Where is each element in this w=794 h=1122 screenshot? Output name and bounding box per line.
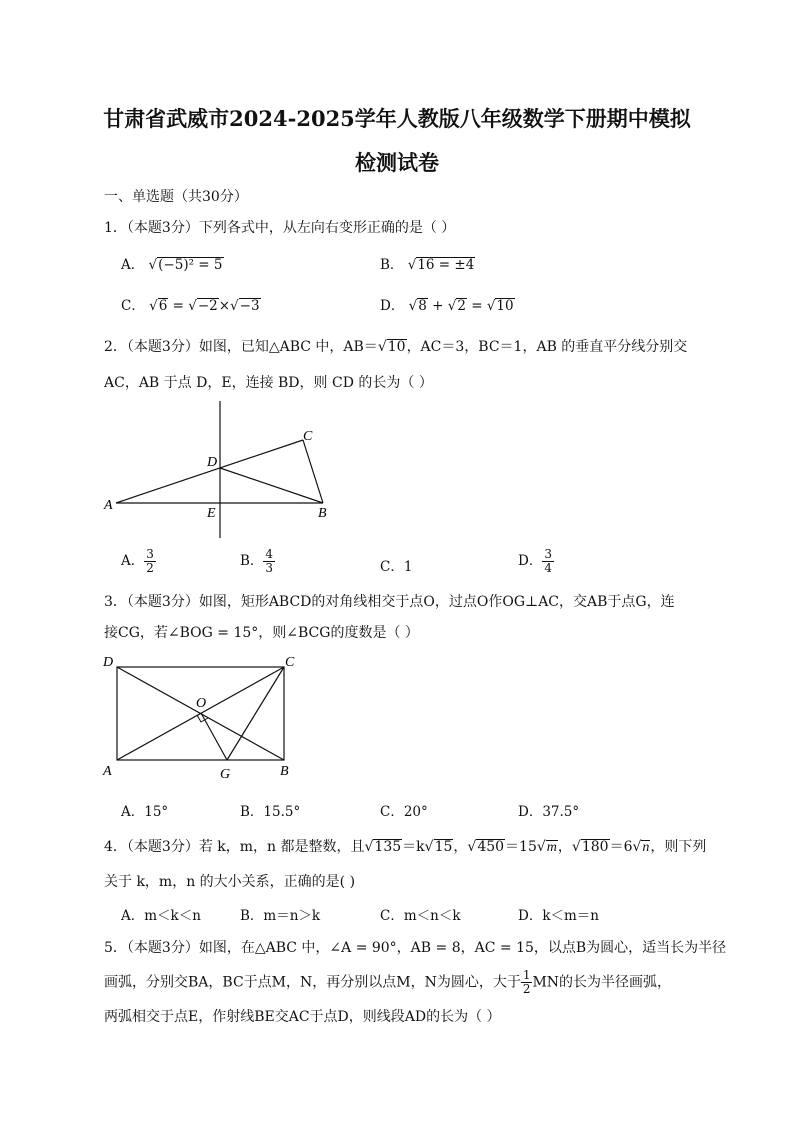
radical-sign: √ [407, 257, 417, 273]
q1-option-a[interactable]: A． √(−5)² = 5 [121, 257, 223, 273]
q3-option-c[interactable]: C．20° [380, 804, 428, 820]
q3-stem-line-1: 3．（本题3分）如图，矩形ABCD的对角线相交于点O，过点O作OG⊥AC，交AB于点G，连 [104, 594, 675, 610]
q4-option-b[interactable]: B．m＝n＞k [240, 908, 321, 924]
point-label-b: B [318, 506, 327, 521]
segment-bd [220, 468, 323, 503]
q4-option-d[interactable]: D．k＜m＝n [518, 908, 600, 924]
section-heading: 一、单选题（共30分） [104, 189, 248, 205]
q4-option-c[interactable]: C．m＜n＜k [380, 908, 461, 924]
q1-b-expression: 16 = ±4 [417, 257, 475, 273]
point-label-c: C [285, 655, 295, 670]
point-label-e: E [207, 506, 216, 521]
q5-stem-line-2: 画弧，分别交BA，BC于点M，N，再分别以点M，N为圆心，大于 $\frac{1}{2}$ MN的长为半径画弧， [104, 968, 672, 996]
q1-option-c[interactable]: C． √6 = √−2×√−3 [121, 298, 260, 314]
segment-cg [227, 667, 284, 760]
title-line-1: 甘肃省武威市2024-2025学年人教版八年级数学下册期中模拟 [103, 106, 691, 131]
point-label-o: O [196, 696, 207, 711]
q1-a-expression: (−5)² = 5 [158, 257, 223, 273]
q5-stem-line-1: 5．（本题3分）如图，在△ABC 中，∠A = 90°，AB = 8，AC = 15，以点B为圆心，适当长为半径 [104, 940, 727, 956]
segment-ac [116, 440, 303, 503]
q4-stem-line-1: 4．（本题3分）若 k，m，n 都是整数，且√135＝k√15，√450＝15√m，√180＝6√n，则下列 [104, 839, 707, 855]
segment-bc [303, 440, 323, 503]
q2-option-d[interactable]: D． $\frac{3}{4}$ [518, 547, 552, 575]
point-label-d: D [207, 455, 218, 470]
point-label-a: A [104, 498, 113, 513]
q1-stem: 1．（本题3分）下列各式中，从左向右变形正确的是（ ） [104, 220, 456, 236]
title-line-2: 检测试卷 [355, 150, 439, 175]
q3-rectangle-figure [100, 650, 310, 785]
q1-option-b[interactable]: B． √16 = ±4 [380, 257, 475, 273]
point-label-b: B [280, 764, 289, 779]
radical-sign: √ [148, 257, 158, 273]
q3-option-a[interactable]: A．15° [121, 804, 169, 820]
point-label-d: D [103, 655, 114, 670]
q3-option-b[interactable]: B．15.5° [240, 804, 301, 820]
q4-stem-line-2: 关于 k，m，n 的大小关系，正确的是( ) [104, 874, 356, 890]
q2-option-a[interactable]: A． $\frac{3}{2}$ [121, 547, 154, 575]
q1-option-d[interactable]: D． √8 + √2 = √10 [380, 298, 514, 314]
q2-option-b[interactable]: B． $\frac{4}{3}$ [240, 547, 274, 575]
q2-triangle-figure [100, 395, 340, 545]
q2-stem-line-1: 2．（本题3分）如图，已知△ABC 中，AB＝√10，AC＝3，BC＝1，AB 的垂直平分线分别交 [104, 339, 688, 355]
point-label-g: G [220, 767, 231, 782]
point-label-c: C [303, 429, 313, 444]
q3-option-d[interactable]: D．37.5° [518, 804, 580, 820]
point-label-a: A [103, 764, 112, 779]
q2-stem-line-2: AC，AB 于点 D，E，连接 BD，则 CD 的长为（ ） [104, 375, 433, 391]
q2-option-c[interactable]: C．1 [380, 559, 413, 575]
q5-stem-line-3: 两弧相交于点E，作射线BE交AC于点D，则线段AD的长为（ ） [104, 1009, 501, 1025]
q4-option-a[interactable]: A．m＜k＜n [121, 908, 201, 924]
q3-stem-line-2: 接CG，若∠BOG = 15°，则∠BCG的度数是（ ） [104, 625, 419, 641]
